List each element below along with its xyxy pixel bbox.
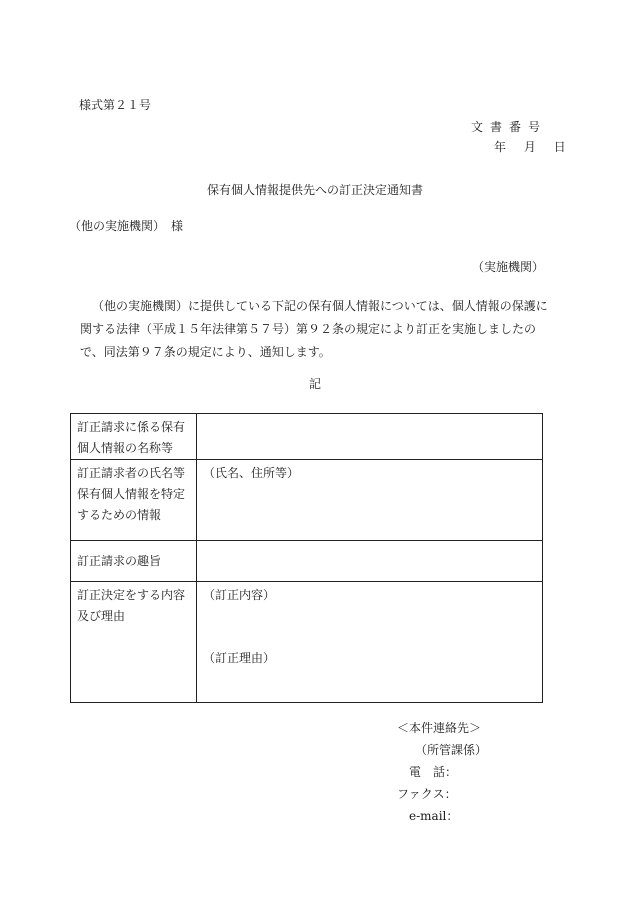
table-row	[71, 460, 543, 541]
table-row	[71, 582, 543, 703]
row-value-decision	[197, 582, 543, 703]
contact-email: e-mail：	[409, 809, 459, 823]
row-label-purpose: 訂正請求の趣旨	[71, 541, 197, 582]
row-value-info-name	[197, 414, 543, 460]
table-row	[71, 414, 543, 460]
row-value-requester: （氏名、住所等）	[197, 460, 543, 541]
contact-block	[397, 717, 487, 827]
document-number: 文書番号	[471, 120, 548, 134]
details-table	[70, 413, 543, 703]
row-label-decision: 訂正決定をする内容及び理由	[71, 582, 197, 703]
contact-fax: ファクス：	[397, 787, 457, 801]
row-label-requester: 訂正請求者の氏名等保有個人情報を特定するための情報	[71, 460, 197, 541]
ki-heading: 記	[308, 377, 321, 391]
correction-content-label: （訂正内容）	[203, 588, 276, 602]
form-number: 様式第２１号	[79, 98, 152, 112]
recipient: （他の実施機関） 様	[69, 219, 184, 233]
contact-dept: （所管課係）	[415, 743, 488, 757]
contact-phone: 電 話：	[409, 765, 458, 779]
row-label-info-name: 訂正請求に係る保有個人情報の名称等	[71, 414, 197, 460]
contact-heading: ＜本件連絡先＞	[397, 721, 482, 735]
row-value-purpose	[197, 541, 543, 582]
correction-reason-label: （訂正理由）	[203, 651, 276, 665]
issuer: （実施機関）	[471, 260, 544, 274]
date-line: 年 月 日	[494, 140, 573, 154]
body-paragraph: （他の実施機関）に提供している下記の保有個人情報については、個人情報の保護に関する法律（平成１５年法律第５７号）第９２条の規定により訂正を実施しましたので、同法第９７条の規定により、通知します。	[80, 299, 548, 359]
page-title: 保有個人情報提供先への訂正決定通知書	[206, 183, 423, 197]
table-row	[71, 541, 543, 582]
